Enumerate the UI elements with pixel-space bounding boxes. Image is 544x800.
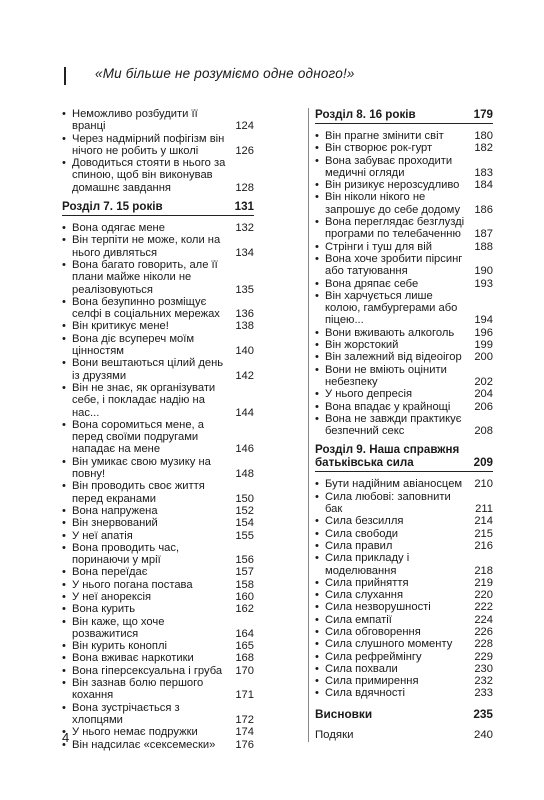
header-title: «Ми більше не розуміємо одне одного!»	[95, 66, 355, 81]
entry-page: 240	[473, 728, 493, 741]
entry-title: • Сила похвали	[315, 663, 465, 675]
toc-entry	[62, 603, 254, 615]
entry-title: • Він знервований	[62, 517, 226, 529]
toc-entry	[62, 652, 254, 664]
conclusions-entry	[315, 708, 493, 721]
toc-entry	[315, 675, 493, 687]
entry-title: • Вона переїдає	[62, 566, 226, 578]
entry-title: • Сила любові: заповнити бак	[315, 491, 465, 516]
page-number: 4	[62, 730, 70, 745]
entry-page: 164	[235, 627, 254, 640]
entry-title: • Вони вештаються цілий день із друзями	[62, 357, 226, 382]
entry-title: • Він залежний від відеоігор	[315, 351, 465, 363]
toc-entry	[315, 651, 493, 663]
entry-title: • Вона соромиться мене, а перед своїми подругами нападає на мене	[62, 419, 226, 456]
toc-entry	[315, 241, 493, 253]
toc-entry	[315, 327, 493, 339]
entry-page: 222	[474, 601, 493, 614]
toc-entry	[62, 579, 254, 591]
toc-entry	[315, 253, 493, 278]
toc-entry	[62, 566, 254, 578]
entry-title: • Вона напружена	[62, 505, 226, 517]
toc-entry	[62, 456, 254, 481]
entry-title: • Сила правил	[315, 540, 465, 552]
entry-title: • Він критикує мене!	[62, 320, 226, 332]
entry-title: • Вона проводить час, поринаючи у мрії	[62, 542, 226, 567]
toc-entry	[315, 491, 493, 516]
entry-page: 146	[235, 443, 254, 456]
toc-entry	[62, 616, 254, 641]
entry-title: • Вона гіперсексуальна і груба	[62, 665, 226, 677]
entry-title: • У неї анорексія	[62, 591, 226, 603]
intro-list	[62, 108, 254, 194]
entry-page: 235	[473, 706, 493, 721]
toc-entry	[315, 388, 493, 400]
entry-page: 140	[235, 345, 254, 358]
entry-title: • Він прагне змінити світ	[315, 130, 465, 142]
toc-entry	[315, 191, 493, 216]
entry-title: • Він харчується лише колою, гамбургерами або піцею...	[315, 290, 465, 327]
entry-page: 180	[474, 130, 493, 142]
entry-title: • Сила обговорення	[315, 626, 465, 638]
entry-page: 176	[235, 738, 254, 751]
entry-title: • Вона багато говорить, але її плани майже ніколи не реалізовуються	[62, 259, 226, 296]
entry-title: • Вона курить	[62, 603, 226, 615]
entry-title: • Стрінги і туш для вій	[315, 241, 465, 253]
entry-page: 150	[235, 492, 254, 505]
header-rule	[64, 67, 66, 85]
toc-entry	[315, 552, 493, 577]
toc-entry	[62, 505, 254, 517]
entry-title: • Вона переглядає безглузді програми по телебаченню	[315, 216, 465, 241]
toc-entry	[62, 133, 254, 158]
entry-page: 154	[235, 517, 254, 530]
entry-title: • У неї апатія	[62, 530, 226, 542]
toc-entry	[315, 663, 493, 675]
entry-title: • Він умикає свою музику на повну!	[62, 456, 226, 481]
entry-title: • Неможливо розбудити її вранці	[62, 108, 226, 133]
entry-page: 218	[474, 564, 493, 577]
entry-title: • Сила прикладу і моделювання	[315, 552, 465, 577]
entry-title: • Вона хоче зробити пірсинг або татуювання	[315, 253, 465, 278]
entry-page: 214	[474, 515, 493, 528]
toc-entry	[62, 591, 254, 603]
toc-entry	[315, 528, 493, 540]
toc-entry	[315, 626, 493, 638]
entry-page: 199	[474, 339, 493, 352]
toc-entry	[315, 179, 493, 191]
thanks-entry	[315, 729, 493, 742]
entry-title: • Вона вживає наркотики	[62, 652, 226, 664]
entry-title: • Сила незворушності	[315, 601, 465, 613]
entry-title: • Сила рефреймінгу	[315, 651, 465, 663]
entry-title: • Вона зустрічається з хлопцями	[62, 702, 226, 727]
entry-page: 160	[235, 590, 254, 603]
toc-entry	[315, 413, 493, 438]
entry-title: Подяки	[315, 728, 354, 741]
entry-page: 134	[235, 246, 254, 259]
entry-page: 232	[474, 675, 493, 688]
entry-title: • Він ризикує нерозсудливо	[315, 179, 465, 191]
toc-entry	[62, 157, 254, 194]
entry-title: • Він жорстокий	[315, 339, 465, 351]
entry-page: 142	[235, 369, 254, 382]
entry-page: 165	[235, 640, 254, 653]
entry-page: 196	[474, 326, 493, 339]
entry-title: • Доводиться стояти в нього за спиною, щоб він виконував домашнє завдання	[62, 157, 226, 194]
toc-entry	[62, 296, 254, 321]
entry-page: 135	[235, 283, 254, 296]
toc-entry	[62, 480, 254, 505]
entry-page: 126	[235, 144, 254, 157]
toc-entry	[62, 382, 254, 419]
entry-page: 152	[235, 504, 254, 517]
toc-entry	[62, 234, 254, 259]
toc-entry	[62, 665, 254, 677]
toc-entry	[62, 517, 254, 529]
toc-entry	[315, 278, 493, 290]
entry-page: 200	[474, 351, 493, 364]
entry-page: 228	[474, 638, 493, 651]
section-7-list	[62, 222, 254, 751]
entry-page: 188	[474, 240, 493, 253]
toc-entry	[62, 726, 254, 738]
entry-page: 138	[235, 320, 254, 333]
entry-title: • Вони вживають алкоголь	[315, 327, 465, 339]
entry-title: • У нього немає подружки	[62, 726, 226, 738]
entry-title: • Він створює рок-гурт	[315, 142, 465, 154]
entry-page: 194	[474, 314, 493, 327]
entry-page: 230	[474, 662, 493, 675]
toc-entry	[62, 333, 254, 358]
entry-page: 182	[474, 142, 493, 155]
entry-title: • У нього депресія	[315, 388, 465, 400]
toc-entry	[315, 577, 493, 589]
entry-page: 229	[474, 650, 493, 663]
toc-right-column	[308, 108, 493, 742]
entry-title: • Вона одягає мене	[62, 222, 226, 234]
section-page: 209	[473, 456, 493, 470]
entry-title: • Він ніколи нікого не запрошує до себе додому	[315, 191, 465, 216]
entry-title: • Бути надійним авіаносцем	[315, 478, 465, 490]
entry-page: 184	[474, 179, 493, 192]
entry-page: 202	[474, 375, 493, 388]
entry-title: • У нього погана постава	[62, 579, 226, 591]
entry-title: • Вони не вміють оцінити небезпеку	[315, 364, 465, 389]
section-title: Розділ 7. 15 років	[62, 200, 163, 214]
entry-page: 124	[235, 120, 254, 133]
toc-entry	[62, 419, 254, 456]
section-page: 179	[473, 108, 493, 121]
section-title: Розділ 8. 16 років	[315, 108, 416, 121]
entry-page: 148	[235, 468, 254, 481]
entry-title: Висновки	[315, 706, 373, 721]
entry-page: 156	[235, 554, 254, 567]
toc-entry	[315, 364, 493, 389]
running-header	[64, 66, 484, 86]
entry-page: 174	[235, 726, 254, 739]
toc-left-column	[62, 108, 254, 751]
entry-title: • Сила свободи	[315, 528, 465, 540]
entry-page: 208	[474, 425, 493, 438]
entry-title: • Він не знає, як організувати себе, і покладає надію на нас...	[62, 382, 226, 419]
toc-entry	[315, 216, 493, 241]
entry-page: 211	[475, 503, 493, 516]
entry-page: 162	[235, 603, 254, 616]
entry-title: • Він каже, що хоче розважитися	[62, 616, 226, 641]
entry-page: 210	[474, 478, 493, 491]
toc-entry	[315, 478, 493, 490]
entry-title: • Сила примирення	[315, 675, 465, 687]
entry-title: • Він зазнав болю першого кохання	[62, 677, 226, 702]
entry-title: • Через надмірний пофігізм він нічого не робить у школі	[62, 133, 226, 158]
toc-entry	[62, 108, 254, 133]
toc-entry	[315, 614, 493, 626]
entry-page: 183	[474, 166, 493, 179]
toc-entry	[315, 130, 493, 142]
toc-entry	[315, 589, 493, 601]
toc-entry	[315, 401, 493, 413]
entry-page: 215	[474, 527, 493, 540]
entry-page: 144	[235, 406, 254, 419]
entry-page: 224	[474, 613, 493, 626]
entry-title: • Сила емпатії	[315, 614, 465, 626]
entry-title: • Він терпіти не може, коли на нього дивляться	[62, 234, 226, 259]
entry-page: 157	[235, 566, 254, 579]
toc-entry	[62, 702, 254, 727]
section-heading-8	[315, 108, 493, 124]
entry-title: • Сила слухання	[315, 589, 465, 601]
section-page: 131	[234, 200, 254, 214]
toc-entry	[315, 290, 493, 327]
toc-entry	[62, 222, 254, 234]
entry-title: • Вона впадає у крайнощі	[315, 401, 465, 413]
entry-page: 128	[235, 181, 254, 194]
entry-page: 226	[474, 625, 493, 638]
entry-title: • Вона забуває проходити медичні огляди	[315, 155, 465, 180]
toc-entry	[62, 259, 254, 296]
entry-title: • Вона безупинно розміщує селфі в соціальних мережах	[62, 296, 226, 321]
toc-entry	[62, 530, 254, 542]
entry-title: • Він надсилає «сексемески»	[62, 739, 226, 751]
toc-entry	[62, 320, 254, 332]
entry-page: 206	[474, 400, 493, 413]
entry-page: 172	[235, 713, 254, 726]
toc-entry	[62, 542, 254, 567]
entry-page: 187	[474, 228, 493, 241]
entry-title: • Сила безсилля	[315, 515, 465, 527]
entry-page: 220	[474, 589, 493, 602]
entry-title: • Вона дряпає себе	[315, 278, 465, 290]
entry-title: • Сила вдячності	[315, 687, 465, 699]
entry-page: 136	[235, 308, 254, 321]
entry-page: 233	[474, 687, 493, 700]
entry-page: 190	[474, 265, 493, 278]
entry-page: 204	[474, 388, 493, 401]
entry-page: 193	[474, 277, 493, 290]
section-8-list	[315, 130, 493, 437]
entry-page: 171	[235, 689, 254, 702]
toc-entry	[62, 677, 254, 702]
toc-entry	[315, 142, 493, 154]
toc-entry	[315, 687, 493, 699]
toc-entry	[315, 351, 493, 363]
toc-entry	[315, 155, 493, 180]
toc-entry	[315, 601, 493, 613]
entry-page: 155	[235, 529, 254, 542]
entry-title: • Вона діє всупереч моїм цінностям	[62, 333, 226, 358]
entry-page: 219	[474, 576, 493, 589]
entry-page: 132	[235, 222, 254, 235]
entry-page: 216	[474, 539, 493, 552]
toc-entry	[62, 357, 254, 382]
entry-title: • Він проводить своє життя перед екранами	[62, 480, 226, 505]
entry-title: • Сила слушного моменту	[315, 638, 465, 650]
entry-page: 158	[235, 578, 254, 591]
entry-page: 170	[235, 664, 254, 677]
toc-entry	[315, 540, 493, 552]
entry-title: • Сила прийняття	[315, 577, 465, 589]
section-9-list	[315, 478, 493, 699]
entry-page: 186	[474, 203, 493, 216]
entry-title: • Вона не завжди практикує безпечний секс	[315, 413, 465, 438]
toc-entry	[62, 739, 254, 751]
entry-title: • Він курить коноплі	[62, 640, 226, 652]
entry-page: 168	[235, 652, 254, 665]
section-heading-9	[315, 443, 493, 472]
toc-entry	[315, 638, 493, 650]
section-title: Розділ 9. Наша справжня батьківська сила	[315, 443, 460, 470]
toc-entry	[315, 515, 493, 527]
toc-entry	[62, 640, 254, 652]
toc-entry	[315, 339, 493, 351]
section-heading-7	[62, 200, 254, 216]
